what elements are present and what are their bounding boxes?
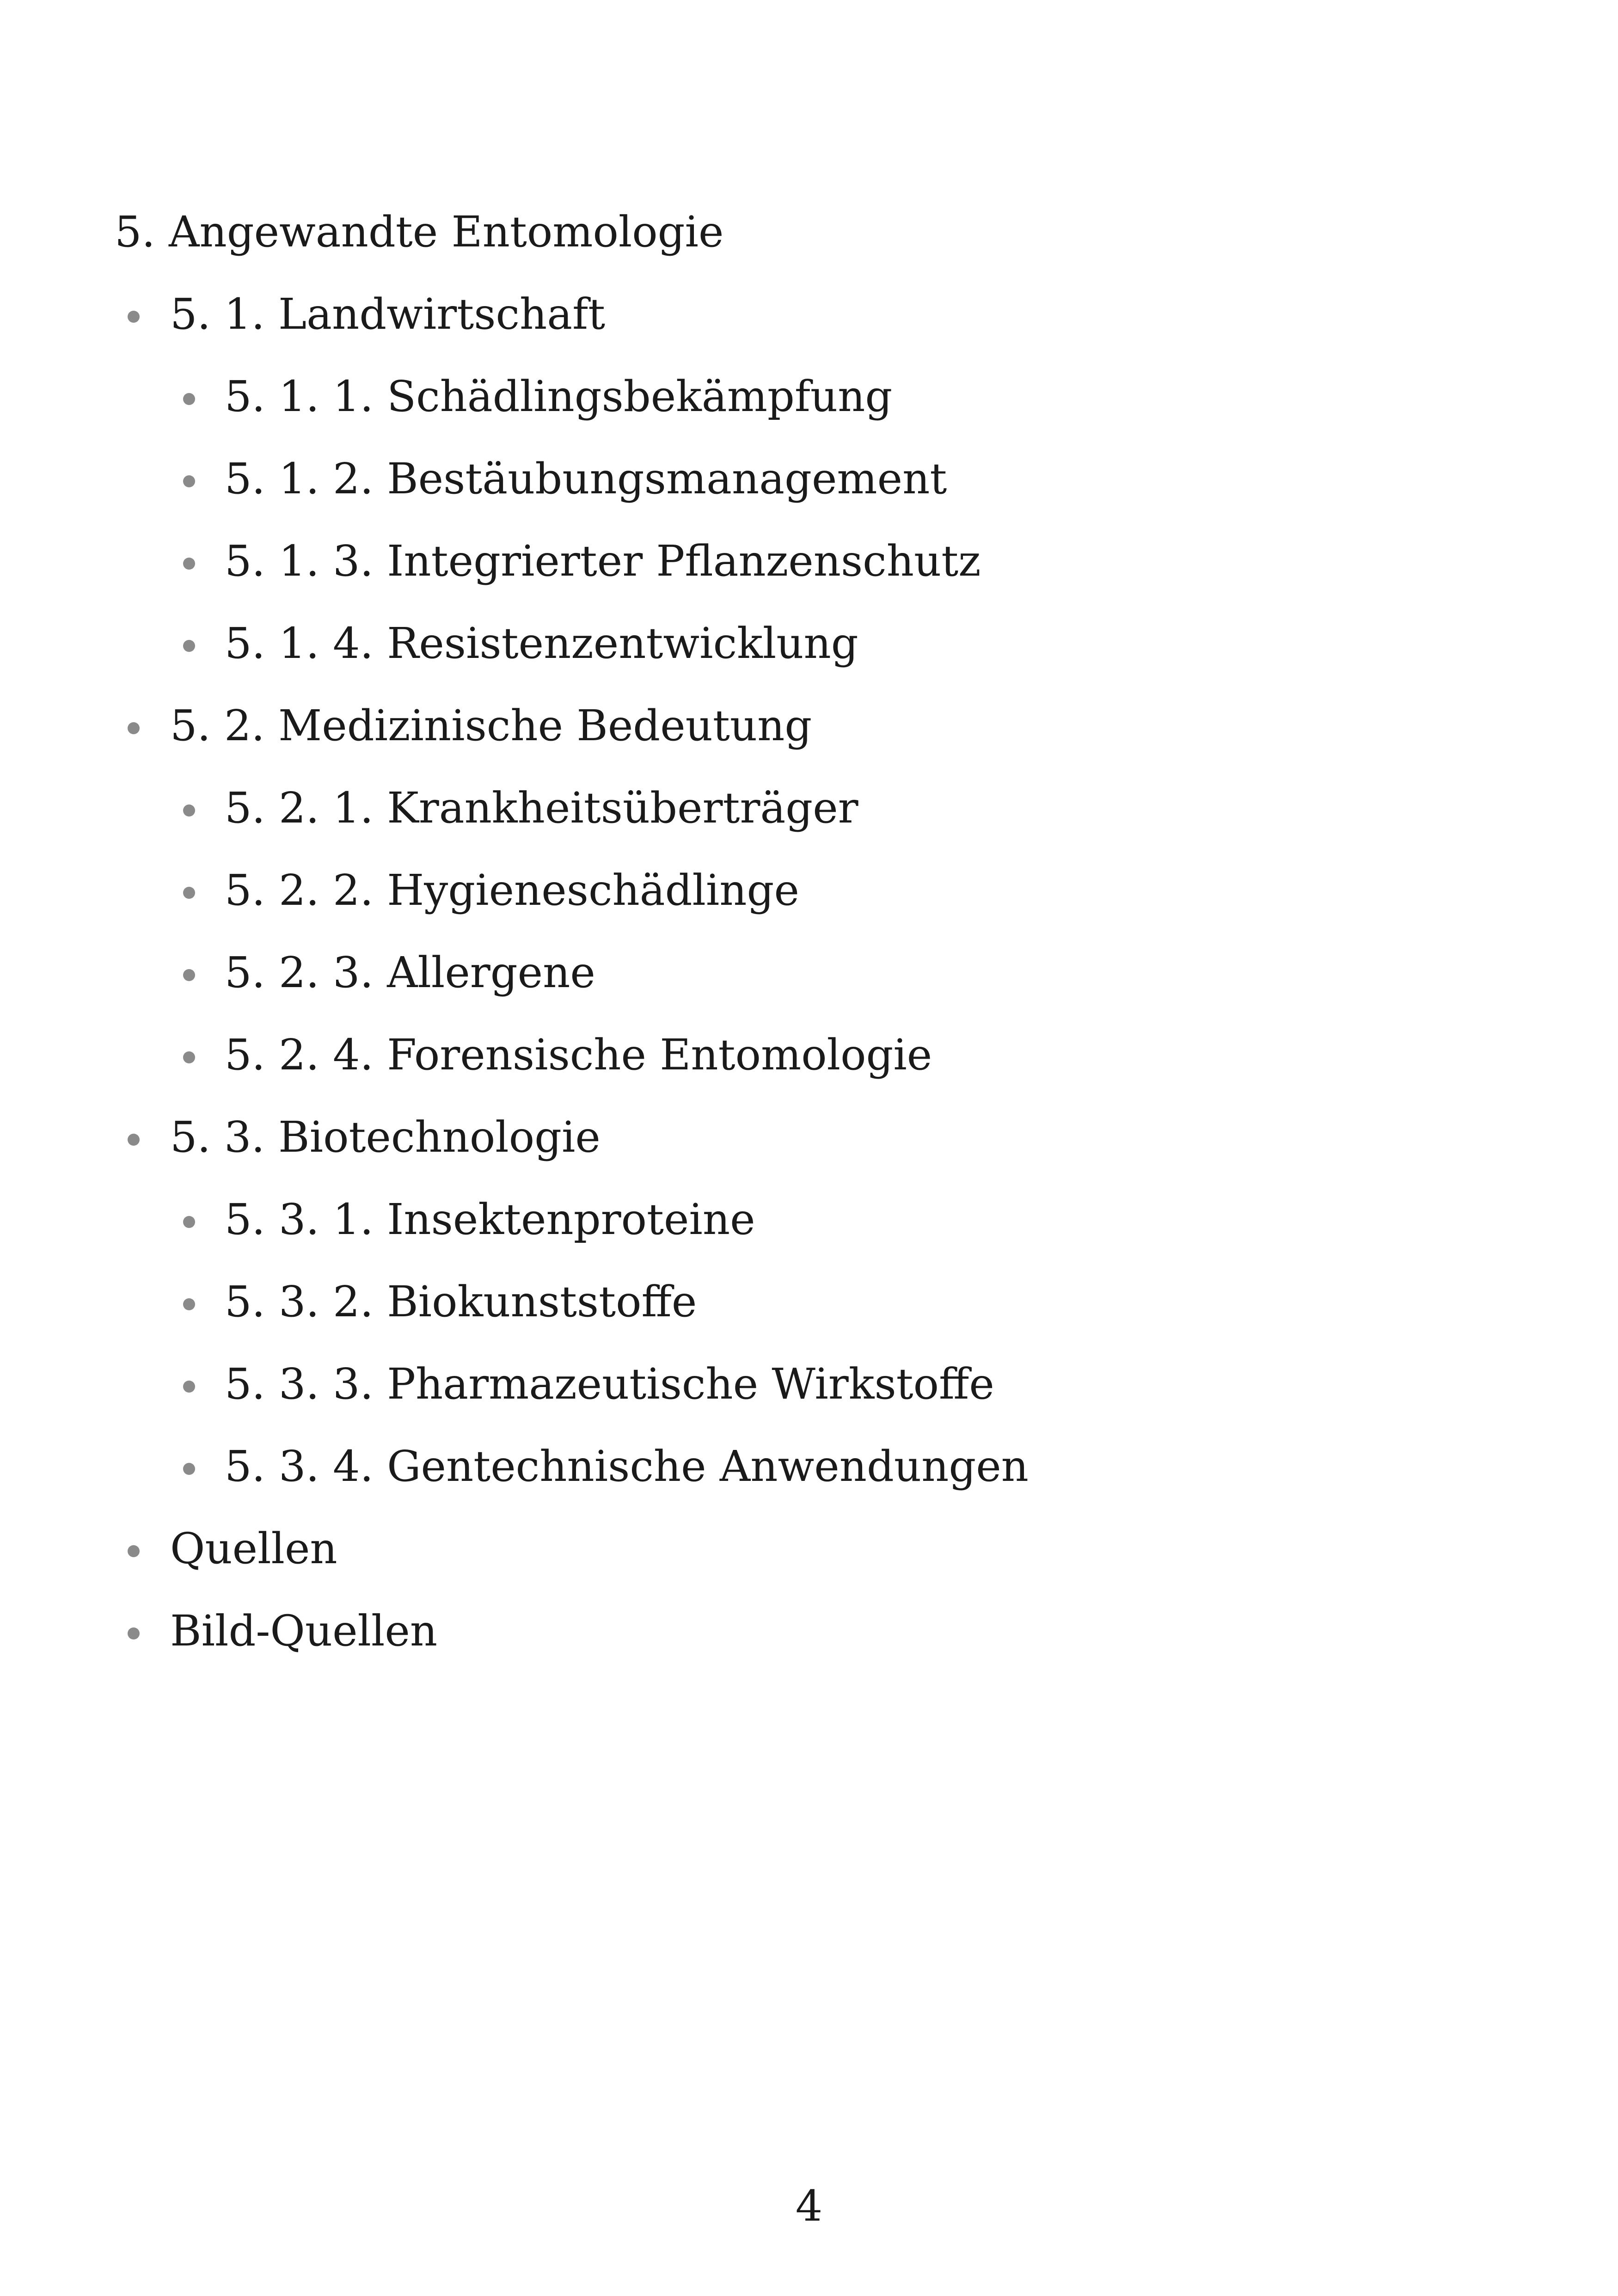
toc-subitem-label: 5. 2. 3. Allergene xyxy=(225,948,595,997)
bullet-icon xyxy=(183,1463,195,1475)
page-number: 4 xyxy=(795,2181,823,2231)
toc-item-label: 5. 1. Landwirtschaft xyxy=(170,289,606,339)
bullet-icon xyxy=(128,1545,140,1557)
bullet-icon xyxy=(183,393,195,405)
toc-subitem-label: 5. 2. 1. Krankheitsüberträger xyxy=(225,783,858,833)
bullet-icon xyxy=(183,640,195,652)
bullet-icon xyxy=(128,722,140,734)
bullet-icon xyxy=(128,311,140,323)
toc-subitem-label: 5. 2. 2. Hygieneschädlinge xyxy=(225,866,799,915)
bullet-icon xyxy=(183,804,195,816)
bullet-icon xyxy=(183,1298,195,1310)
toc-item-label: 5. 2. Medizinische Bedeutung xyxy=(170,701,812,750)
toc-item-label: 5. 3. Biotechnologie xyxy=(170,1112,601,1162)
toc-item-label: Bild-Quellen xyxy=(170,1606,438,1656)
bullet-icon xyxy=(128,1134,140,1146)
bullet-icon xyxy=(183,1216,195,1228)
bullet-icon xyxy=(183,558,195,570)
toc-subitem-label: 5. 1. 1. Schädlingsbekämpfung xyxy=(225,372,893,421)
toc-subitem-label: 5. 1. 3. Integrierter Pflanzenschutz xyxy=(225,536,981,586)
bullet-icon xyxy=(183,475,195,487)
bullet-icon xyxy=(183,1051,195,1063)
toc-subitem-label: 5. 3. 2. Biokunststoffe xyxy=(225,1277,697,1326)
bullet-icon xyxy=(183,887,195,899)
toc-subitem-label: 5. 3. 1. Insektenproteine xyxy=(225,1195,755,1244)
bullet-icon xyxy=(183,1381,195,1393)
toc-subitem-label: 5. 2. 4. Forensische Entomologie xyxy=(225,1030,932,1080)
bullet-icon xyxy=(183,969,195,981)
toc-subitem-label: 5. 1. 2. Bestäubungsmanagement xyxy=(225,454,947,503)
toc-heading: 5. Angewandte Entomologie xyxy=(115,207,724,257)
bullet-icon xyxy=(128,1627,140,1639)
toc-subitem-label: 5. 3. 4. Gentechnische Anwendungen xyxy=(225,1442,1029,1491)
toc-subitem-label: 5. 1. 4. Resistenzentwicklung xyxy=(225,619,858,668)
toc-subitem-label: 5. 3. 3. Pharmazeutische Wirkstoffe xyxy=(225,1359,994,1409)
toc-item-label: Quellen xyxy=(170,1524,337,1573)
